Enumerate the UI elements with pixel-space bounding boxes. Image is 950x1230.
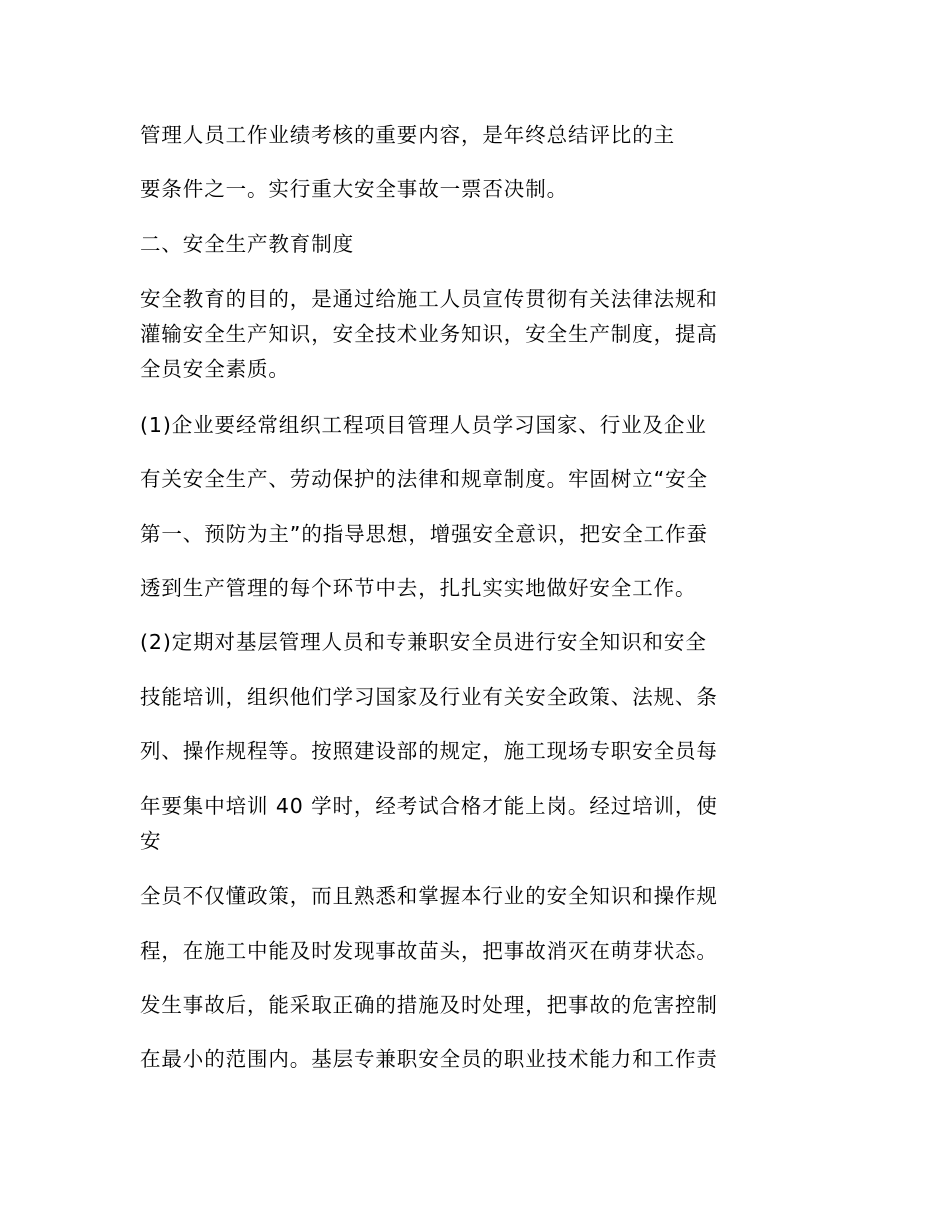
text-line: 有关安全生产、劳动保护的法律和规章制度。牢固树立“安全	[140, 467, 708, 491]
text-line: 全员安全素质。	[140, 357, 290, 381]
text-line: 安全教育的目的，是通过给施工人员宣传贯彻有关法律法规和	[140, 287, 718, 311]
text-line: 第一、预防为主”的指导思想，增强安全意识，把安全工作蚕	[140, 522, 708, 546]
text-line: 技能培训，组织他们学习国家及行业有关安全政策、法规、条	[140, 685, 718, 709]
text-line: 透到生产管理的每个环节中去，扎扎实实地做好安全工作。	[140, 576, 697, 600]
text-line: 发生事故后，能采取正确的措施及时处理，把事故的危害控制	[140, 993, 718, 1017]
text-line: 在最小的范围内。基层专兼职安全员的职业技术能力和工作责	[140, 1047, 718, 1071]
text-line: 列、操作规程等。按照建设部的规定，施工现场专职安全员每	[140, 739, 718, 763]
section-heading: 二、安全生产教育制度	[140, 232, 354, 256]
text-line: 灌输安全生产知识，安全技术业务知识，安全生产制度，提高	[140, 322, 718, 346]
text-line: 全员不仅懂政策，而且熟悉和掌握本行业的安全知识和操作规	[140, 884, 718, 908]
text-line: (1)企业要经常组织工程项目管理人员学习国家、行业及企业	[140, 413, 707, 437]
text-line: 程，在施工中能及时发现事故苗头，把事故消灭在萌芽状态。	[140, 939, 718, 963]
text-line: (2)定期对基层管理人员和专兼职安全员进行安全知识和安全	[140, 630, 707, 654]
text-line: 安	[140, 829, 162, 853]
text-line: 管理人员工作业绩考核的重要内容，是年终总结评比的主	[140, 123, 675, 147]
text-line: 要条件之一。实行重大安全事故一票否决制。	[140, 177, 568, 201]
text-line: 年要集中培训 40 学时，经考试合格才能上岗。经过培训，使	[140, 794, 718, 818]
